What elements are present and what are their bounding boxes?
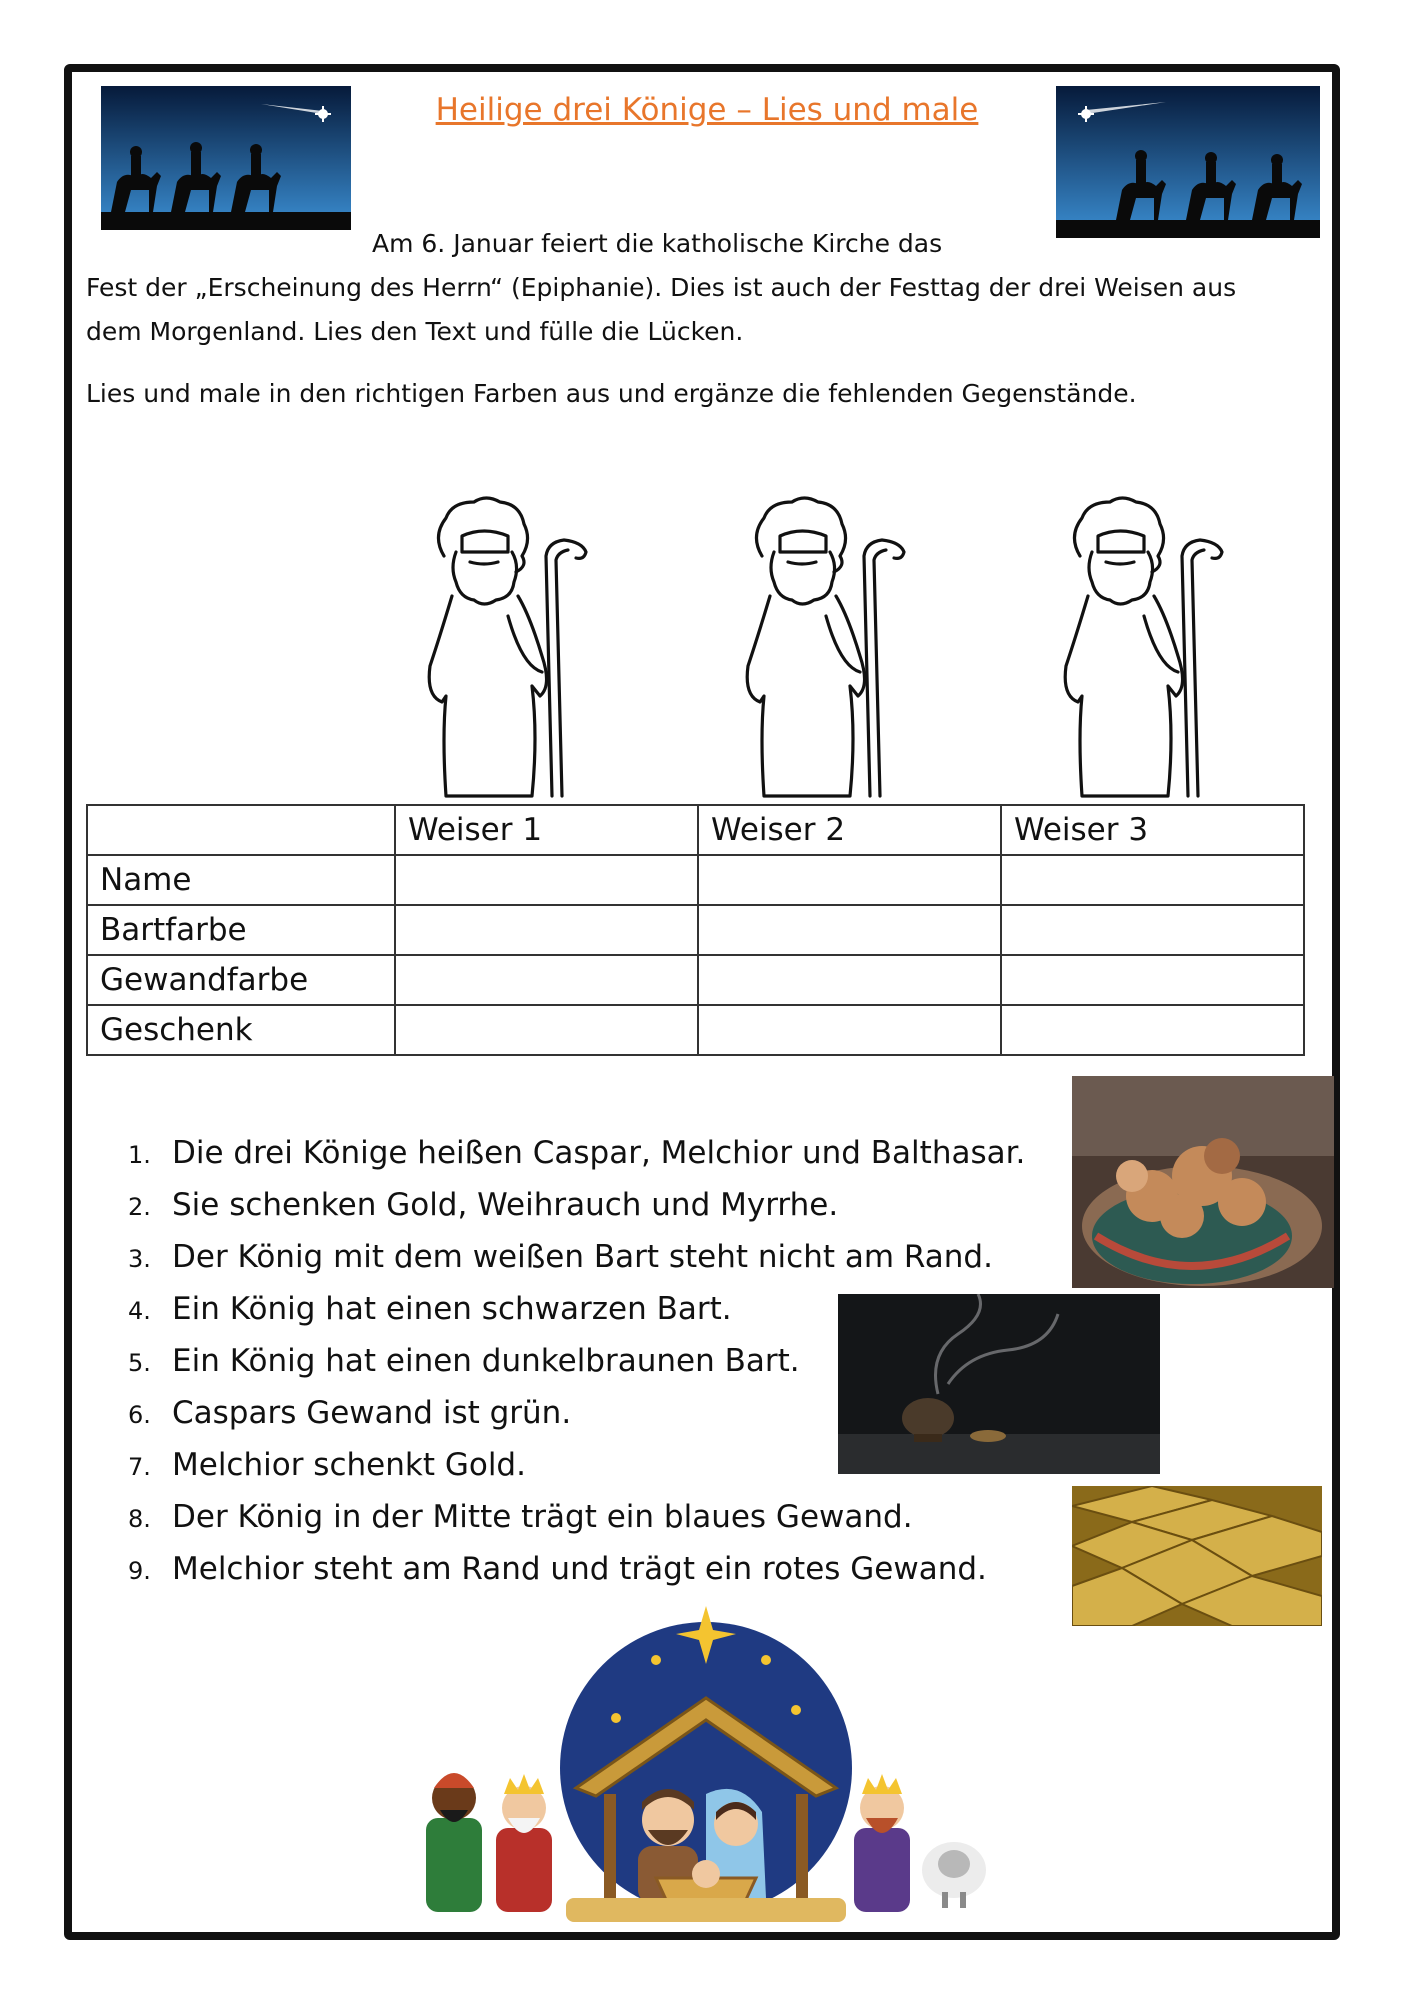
- fill-in-cell[interactable]: [1001, 855, 1304, 905]
- wise-men-coloring-figures: [400, 496, 1300, 800]
- nativity-scene: [416, 1598, 996, 1922]
- fill-in-cell[interactable]: [698, 955, 1001, 1005]
- instruction: Lies und male in den richtigen Farben aus und ergänze die fehlenden Gegenstände.: [86, 379, 1137, 408]
- fill-in-cell[interactable]: [395, 955, 698, 1005]
- king-dark: [426, 1773, 482, 1912]
- wise-men-table: [86, 804, 1305, 1056]
- fill-in-cell[interactable]: [1001, 905, 1304, 955]
- row-label-bartfarbe: Bartfarbe: [87, 905, 395, 955]
- incense-photo: [838, 1294, 1160, 1474]
- list-item: 8. Der König in der Mitte trägt ein blaues Gewand.: [128, 1499, 913, 1535]
- intro-line-2: Fest der „Erscheinung des Herrn“ (Epiphanie). Dies ist auch der Festtag der drei Weisen aus: [86, 273, 1237, 302]
- row-label-geschenk: Geschenk: [87, 1005, 395, 1055]
- fill-in-cell[interactable]: [395, 1005, 698, 1055]
- list-item: 4. Ein König hat einen schwarzen Bart.: [128, 1291, 732, 1327]
- table-row: [87, 855, 1304, 905]
- list-item: 2. Sie schenken Gold, Weihrauch und Myrrhe.: [128, 1187, 839, 1223]
- table-header-weiser-1: Weiser 1: [395, 805, 698, 855]
- list-item: 5. Ein König hat einen dunkelbraunen Bart.: [128, 1343, 800, 1379]
- gold-bars-photo: [1072, 1486, 1322, 1626]
- list-item: 7. Melchior schenkt Gold.: [128, 1447, 526, 1483]
- fill-in-cell[interactable]: [698, 855, 1001, 905]
- list-item: 6. Caspars Gewand ist grün.: [128, 1395, 572, 1431]
- fill-in-cell[interactable]: [1001, 1005, 1304, 1055]
- page-title: Heilige drei Könige – Lies und male: [435, 92, 979, 128]
- fill-in-cell[interactable]: [395, 905, 698, 955]
- myrrh-photo: [1072, 1076, 1334, 1288]
- fill-in-cell[interactable]: [395, 855, 698, 905]
- intro-line-1: Am 6. Januar feiert die katholische Kirche das: [372, 229, 943, 258]
- fill-in-cell[interactable]: [1001, 955, 1304, 1005]
- table-row: [87, 1005, 1304, 1055]
- row-label-name: Name: [87, 855, 395, 905]
- table-header-row: [87, 805, 1304, 855]
- fill-in-cell[interactable]: [698, 1005, 1001, 1055]
- intro-line-3: dem Morgenland. Lies den Text und fülle die Lücken.: [86, 317, 744, 346]
- list-item: 9. Melchior steht am Rand und trägt ein rotes Gewand.: [128, 1551, 987, 1587]
- table-row: [87, 955, 1304, 1005]
- king-brown-beard: [854, 1774, 910, 1912]
- table-header-empty: [87, 805, 395, 855]
- list-item: 3. Der König mit dem weißen Bart steht nicht am Rand.: [128, 1239, 993, 1275]
- row-label-gewandfarbe: Gewandfarbe: [87, 955, 395, 1005]
- sheep: [922, 1842, 986, 1908]
- king-white-beard: [496, 1774, 552, 1912]
- fill-in-cell[interactable]: [698, 905, 1001, 955]
- table-header-weiser-3: Weiser 3: [1001, 805, 1304, 855]
- table-header-weiser-2: Weiser 2: [698, 805, 1001, 855]
- list-item: 1. Die drei Könige heißen Caspar, Melchior und Balthasar.: [128, 1135, 1026, 1171]
- table-row: [87, 905, 1304, 955]
